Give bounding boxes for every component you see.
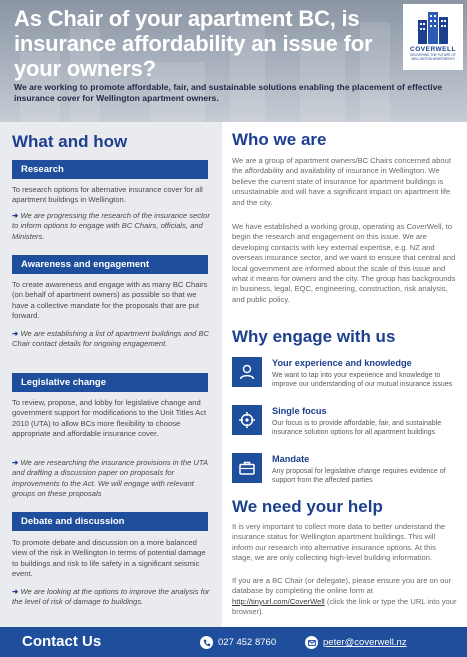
- why-item-title: Mandate: [272, 454, 310, 464]
- arrow-right-icon: ➜: [12, 329, 19, 338]
- why-engage-heading: Why engage with us: [232, 327, 396, 346]
- briefcase-icon: [232, 453, 262, 483]
- logo-tagline: DELIVERING THE FUTURE OF WELLINGTON APARTMENTS: [410, 53, 456, 61]
- header-banner: [0, 0, 467, 122]
- email-contact[interactable]: [305, 636, 407, 649]
- section-body-legislative: To review, propose, and lobby for legislative change and government support for modifications to the Unit Titles Act 2010 (UTA) to allow BCs more flexibility to choose appropriate and affordable insurance cover.: [12, 398, 207, 439]
- section-bar-debate: Debate and discussion: [12, 512, 208, 531]
- page-title: As Chair of your apartment BC, is insurance affordability an issue for your owners?: [14, 6, 373, 81]
- logo-name: COVERWELL: [410, 46, 456, 53]
- coverwell-logo: [403, 4, 463, 70]
- why-item-title: Single focus: [272, 406, 327, 416]
- arrow-right-icon: ➜: [12, 587, 19, 596]
- section-note-research: ➜ We are progressing the research of the insurance sector to inform options to engage with BC Chairs, officials, and Ministers.: [12, 211, 210, 241]
- phone-number: 027 452 8760: [218, 637, 277, 648]
- person-icon: [232, 357, 262, 387]
- phone-icon: [200, 636, 213, 649]
- section-bar-research: Research: [12, 160, 208, 179]
- why-item-desc: We want to tap into your experience and knowledge to improve our understanding of our mutual insurance issues: [272, 372, 453, 389]
- need-help-heading: We need your help: [232, 497, 383, 516]
- crosshair-icon: [232, 405, 262, 435]
- building-logo-icon: [416, 10, 450, 44]
- who-we-are-p1: We are a group of apartment owners/BC Chairs concerned about the affordability and availability of insurance in Wellington. We believe the current state of insurance for apartment buildings is unsustainable and will have a significant impact on apartment life and the city.: [232, 156, 451, 207]
- contact-heading: Contact Us: [22, 633, 102, 650]
- email-address: peter@coverwell.nz: [323, 637, 407, 648]
- why-item-title: Your experience and knowledge: [272, 358, 412, 368]
- section-bar-legislative: Legislative change: [12, 373, 208, 392]
- what-and-how-heading: What and how: [12, 132, 128, 151]
- why-item-desc: Any proposal for legislative change requires evidence of support from the affected parties: [272, 468, 446, 485]
- who-we-are-p2: We have established a working group, operating as CoverWell, to begin the research and engagement on this issue. We are developing contacts with key external expertise, e.g. NZ and overseas insurance sector, and we want to ensure that central and local government are informed about the scale of this issue and what it means for owners and the city. The group has backgrounds in business, legal, EQC, engineering, construction, risk analysis, and public policy.: [232, 222, 456, 304]
- section-body-awareness: To create awareness and engage with as many BC Chairs (on behalf of apartment owners) as possible so that we have a collective mandate for the proposals that are put forward.: [12, 280, 208, 321]
- what-and-how-panel: [0, 122, 222, 627]
- section-body-debate: To promote debate and discussion on a more balanced view of the risk in Wellington in terms of potential damage to buildings and risk to life safety in a significant seismic event.: [12, 538, 206, 579]
- why-item-desc: Our focus is to provide affordable, fair, and sustainable insurance solution options for all apartment buildings: [272, 420, 442, 437]
- arrow-right-icon: ➜: [12, 458, 19, 467]
- section-note-legislative: ➜ We are researching the insurance provisions in the UTA and drafting a discussion paper on proposals for improvements to the Act. We will engage with relevant groups on these proposals: [12, 458, 208, 499]
- who-we-are-heading: Who we are: [232, 130, 327, 149]
- online-form-link[interactable]: http://tinyurl.com/CoverWell: [232, 596, 325, 606]
- intro-text: We are working to promote affordable, fair, and sustainable solutions enabling the placement of effective insurance cover for Wellington apartment owners.: [14, 82, 443, 103]
- section-note-debate: ➜ We are looking at the options to improve the analysis for the level of risk of damage to buildings.: [12, 587, 210, 607]
- email-icon: [305, 636, 318, 649]
- need-help-p2: If you are a BC Chair (or delegate), please ensure you are on our database by completing the online form at http://tinyurl.com/CoverWell (click the link or type the URL into your browser).: [232, 576, 457, 617]
- section-bar-awareness: Awareness and engagement: [12, 255, 208, 274]
- need-help-p1: It is very important to collect more data to better understand the insurance status for Wellington apartment buildings. This will inform our research into alternative insurance options. At this stage, we are only collecting high-level building information.: [232, 522, 446, 563]
- contact-footer: [0, 627, 467, 657]
- phone-contact[interactable]: [200, 636, 276, 649]
- arrow-right-icon: ➜: [12, 211, 19, 220]
- section-note-awareness: ➜ We are establishing a list of apartment buildings and BC Chair contact details for ongoing engagement.: [12, 329, 210, 349]
- section-body-research: To research options for alternative insurance cover for all apartment buildings in Wellington.: [12, 185, 203, 205]
